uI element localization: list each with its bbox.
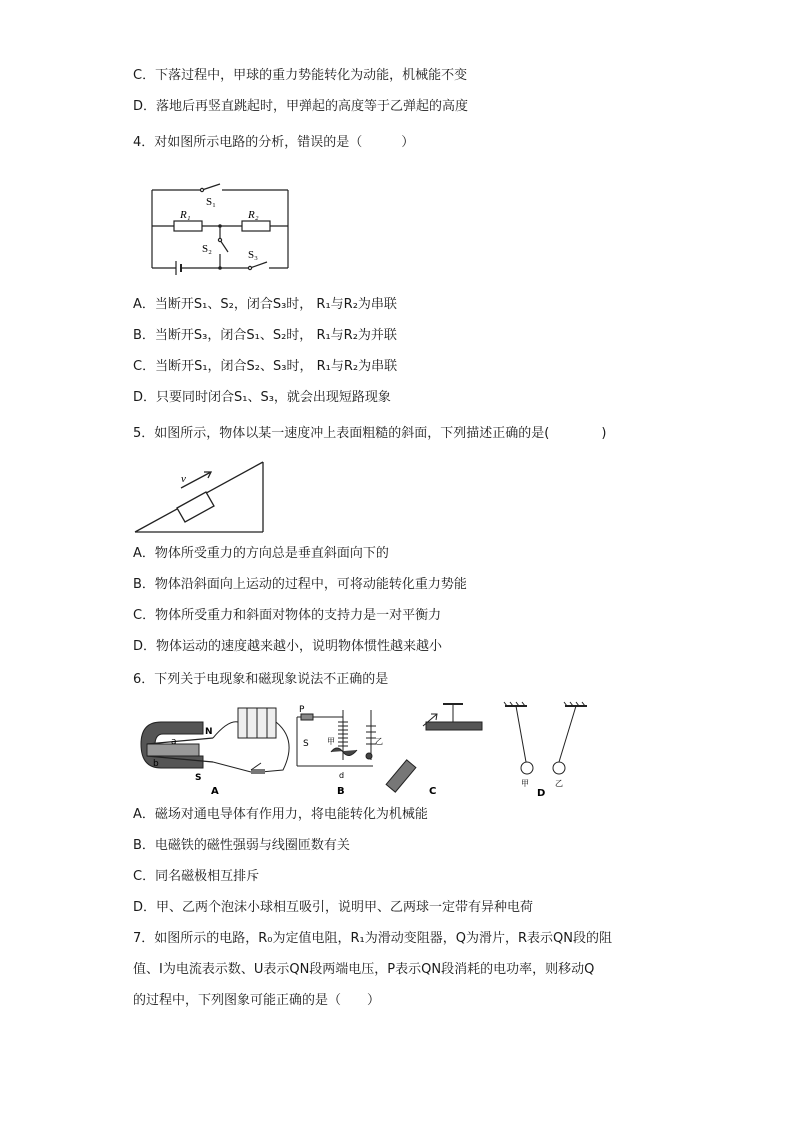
q4-stem: 4．对如图所示电路的分析，错误的是（ ） [133,135,415,150]
q5-option-a: A．物体所受重力的方向总是垂直斜面向下的 [133,546,389,561]
label-n: N [205,727,213,737]
label-d-small: d [339,771,345,780]
q4-circuit-diagram [140,180,300,275]
q3-option-c: C．下落过程中，甲球的重力势能转化为动能，机械能不变 [133,68,468,83]
figure-c-magnets [386,704,482,792]
q7-stem-line2: 值、I为电流表示数、U表示QN段两端电压，P表示QN段消耗的电功率，则移动Q [133,962,595,977]
q6-figures [133,700,613,800]
q5-option-c: C．物体所受重力和斜面对物体的支持力是一对平衡力 [133,608,442,623]
label-a-rod: a [171,737,177,747]
label-s-pole: S [195,773,202,783]
q7-stem-line3: 的过程中，下列图象可能正确的是（ ） [133,993,381,1008]
label-v: v [181,473,186,485]
figure-c-caption: C [429,786,437,797]
q6-option-d: D．甲、乙两个泡沫小球相互吸引，说明甲、乙两球一定带有异种电荷 [133,900,534,915]
figure-d-caption: D [537,788,546,799]
label-s-switch: S [303,739,309,749]
figure-b-electromagnet [297,710,376,766]
q6-option-c: C．同名磁极相互排斥 [133,869,260,884]
label-b-yi: 乙 [375,737,383,746]
q3-option-d: D．落地后再竖直跳起时，甲弹起的高度等于乙弹起的高度 [133,99,469,114]
figure-d-pendulums [504,702,587,774]
q6-option-b: B．电磁铁的磁性强弱与线圈匝数有关 [133,838,350,853]
q4-option-a: A．当断开S₁、S₂，闭合S₃时， R₁与R₂为串联 [133,297,397,312]
q6-stem: 6．下列关于电现象和磁现象说法不正确的是 [133,672,389,687]
q7-stem-line1: 7．如图所示的电路，R₀为定值电阻，R₁为滑动变阻器，Q为滑片，R表示QN段的阻 [133,931,612,946]
q5-incline-diagram [133,458,273,538]
q5-option-b: B．物体沿斜面向上运动的过程中，可将动能转化重力势能 [133,577,467,592]
label-s3: S₃ [248,249,258,261]
label-d-jia: 甲 [521,779,529,788]
q5-stem: 5．如图所示，物体以某一速度冲上表面粗糙的斜面，下列描述正确的是( ) [133,426,607,441]
label-s1: S₁ [206,196,216,208]
label-d-yi: 乙 [555,779,563,788]
label-b-jia: 甲 [327,737,335,746]
figure-a-magnet [141,708,289,774]
figure-a-caption: A [211,786,219,797]
label-p: P [299,705,305,715]
q5-option-d: D．物体运动的速度越来越小，说明物体惯性越来越小 [133,639,443,654]
q4-option-b: B．当断开S₃，闭合S₁、S₂时， R₁与R₂为并联 [133,328,397,343]
label-s2: S₂ [202,243,212,255]
label-b-rod: b [153,759,159,769]
q4-option-c: C．当断开S₁，闭合S₂、S₃时， R₁与R₂为串联 [133,359,398,374]
q6-option-a: A．磁场对通电导体有作用力，将电能转化为机械能 [133,807,428,822]
label-r2: R₂ [248,209,259,221]
q4-option-d: D．只要同时闭合S₁、S₃，就会出现短路现象 [133,390,391,405]
label-r1: R₁ [180,209,191,221]
figure-b-caption: B [337,786,345,797]
